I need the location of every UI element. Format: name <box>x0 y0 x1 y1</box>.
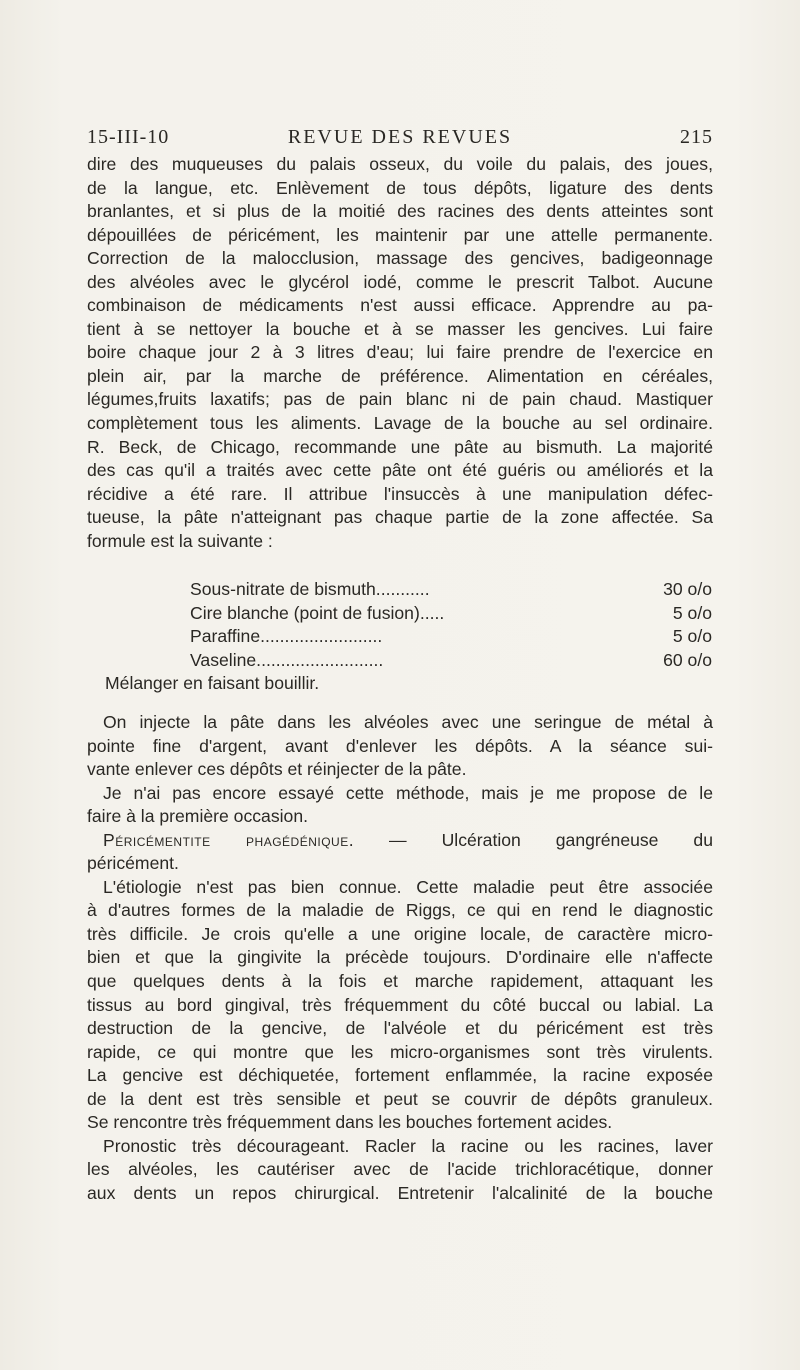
preparation-note: Mélanger en faisant bouillir. <box>105 673 320 693</box>
section-subtitle: — Ulcération gangréneuse du <box>354 829 713 850</box>
text-line: pointe fine d'argent, avant d'enlever les dépôts. A la séance sui- <box>87 735 713 756</box>
formula-row <box>190 625 712 649</box>
text-line: Pronostic très décourageant. Racler la racine ou les racines, laver <box>103 1135 713 1156</box>
ingredient-name: Paraffine......................... <box>190 626 383 646</box>
paragraph-continuation <box>87 711 713 1205</box>
text-line: que quelques dents à la fois et marche rapidement, attaquant les <box>87 971 713 992</box>
ingredient-quantity: 30 o/o <box>663 579 712 599</box>
ingredient-quantity: 60 o/o <box>663 649 712 670</box>
formula-table <box>190 578 712 672</box>
text-line: aux dents un repos chirurgical. Entretenir l'alcalinité de la bouche <box>87 1182 713 1203</box>
text-line: tissus au bord gingival, très fréquemment du côté buccal ou labial. La <box>87 994 713 1015</box>
text-line: légumes,fruits laxatifs; pas de pain blanc ni de pain chaud. Mastiquer <box>87 389 713 410</box>
text-line: boire chaque jour 2 à 3 litres d'eau; lui faire prendre de l'exercice en <box>87 342 713 363</box>
text-line: à d'autres formes de la maladie de Riggs, ce qui en rend le diagnostic <box>87 900 713 921</box>
text-line: formule est la suivante : <box>87 530 273 551</box>
formula-row <box>190 649 712 673</box>
section-heading-line <box>87 829 713 853</box>
issue-date: 15-III-10 <box>87 126 170 148</box>
text-line: Correction de la malocclusion, massage des gencives, badigeonnage <box>87 248 713 269</box>
text-line: rapide, ce qui montre que les micro-organismes sont très virulents. <box>87 1041 713 1062</box>
text-line: des cas qu'il a traités avec cette pâte ont été guéris ou améliorés et la <box>87 460 713 481</box>
ingredient-quantity: 5 o/o <box>672 602 712 623</box>
ingredient-name: Cire blanche (point de fusion)..... <box>190 602 445 623</box>
text-line: La gencive est déchiquetée, fortement enflammée, la racine exposée <box>87 1065 713 1086</box>
text-line: faire à la première occasion. <box>87 806 309 827</box>
journal-section-title: REVUE DES REVUES <box>287 126 513 148</box>
text-line: récidive a été rare. Il attribue l'insuccès à une manipulation défec- <box>87 483 713 504</box>
text-line: de la langue, etc. Enlèvement de tous dépôts, ligature des dents <box>87 177 713 198</box>
text-line: dire des muqueuses du palais osseux, du voile du palais, des joues, <box>87 154 713 174</box>
ingredient-name: Sous-nitrate de bismuth........... <box>190 579 430 599</box>
paragraph-treatment <box>87 153 713 553</box>
text-line: très difficile. Je crois qu'elle a une origine locale, de caractère micro- <box>87 923 713 944</box>
text-line: de la dent est très sensible et peut se couvrir de dépôts granuleux. <box>87 1088 713 1109</box>
text-line: complètement tous les aliments. Lavage de la bouche au sel ordinaire. <box>87 413 713 434</box>
text-line: destruction de la gencive, de l'alvéole et du péricément est très <box>87 1018 713 1039</box>
text-line: les alvéoles, les cautériser avec de l'acide trichloracétique, donner <box>87 1159 713 1180</box>
text-line: bien et que la gingivite la précède toujours. D'ordinaire elle n'affecte <box>87 947 713 968</box>
ingredient-quantity: 5 o/o <box>672 626 712 646</box>
text-line: branlantes, et si plus de la moitié des racines des dents atteintes sont <box>87 201 713 222</box>
text-line: dépouillées de péricément, les maintenir par une attelle permanente. <box>87 224 713 245</box>
text-line: péricément. <box>87 853 179 874</box>
text-line: des alvéoles avec le glycérol iodé, comme le prescrit Talbot. Aucune <box>87 271 713 292</box>
formula-row <box>190 602 712 626</box>
text-line: Se rencontre très fréquemment dans les bouches fortement acides. <box>87 1112 613 1133</box>
section-title: Péricémentite phagédénique. <box>103 829 355 850</box>
text-line: On injecte la pâte dans les alvéoles avec une seringue de métal à <box>103 712 713 732</box>
text-line: L'étiologie n'est pas bien connue. Cette maladie peut être associée <box>103 876 713 897</box>
text-line: tient à se nettoyer la bouche et à se masser les gencives. Lui faire <box>87 318 713 339</box>
formula-row <box>190 578 712 602</box>
text-line: combinaison de médicaments n'est aussi efficace. Apprendre au pa- <box>87 295 713 316</box>
page-number: 215 <box>680 126 713 148</box>
text-line: R. Beck, de Chicago, recommande une pâte au bismuth. La majorité <box>87 436 713 457</box>
text-line: tueuse, la pâte n'atteignant pas chaque partie de la zone affectée. Sa <box>87 507 713 528</box>
ingredient-name: Vaseline.......................... <box>190 649 384 670</box>
text-line: vante enlever ces dépôts et réinjecter de la pâte. <box>87 759 467 780</box>
text-line: Je n'ai pas encore essayé cette méthode, mais je me propose de le <box>103 782 713 803</box>
text-line: plein air, par la marche de préférence. Alimentation en céréales, <box>87 365 713 386</box>
running-header <box>87 126 713 156</box>
